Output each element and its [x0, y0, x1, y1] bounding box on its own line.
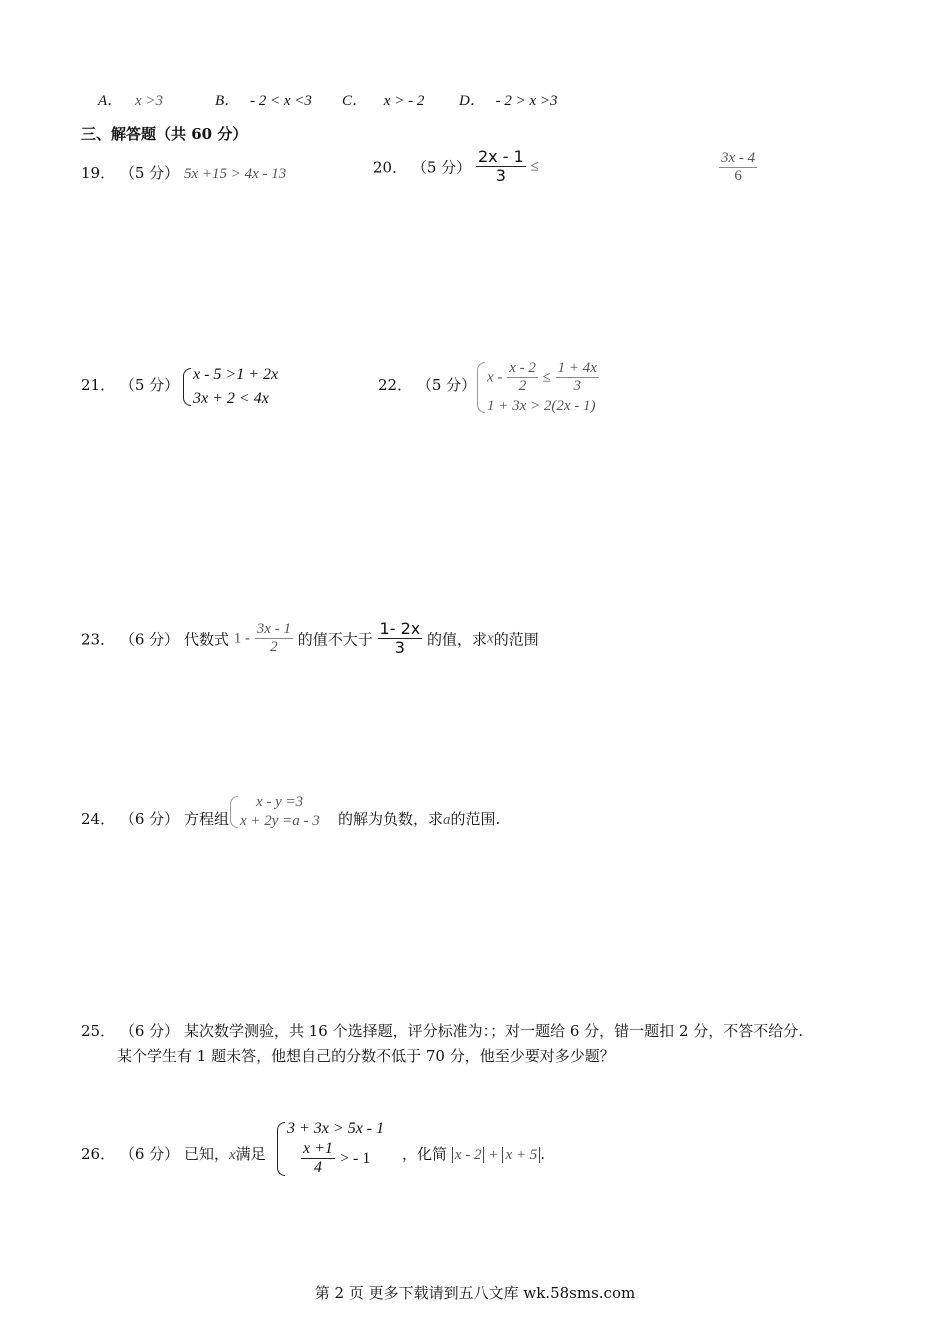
left-brace-icon	[277, 1122, 285, 1176]
q24-text: 的解为负数，求a的范围.	[338, 810, 501, 828]
question-22: 22． （5 分）	[378, 376, 477, 394]
question-25: 25． （6 分） 某次数学测验，共 16 个选择题，评分标准为：；对一题给 6 分，错一题扣 2 分，不答不给分.	[81, 1022, 804, 1040]
option-d: D． - 2 > x >3	[459, 93, 558, 109]
section-title: 三、解答题（共 60 分）	[81, 125, 248, 143]
option-c: C． x > - 2	[342, 93, 425, 109]
page-footer: 第 2 页 更多下载请到五八文库 wk.58sms.com	[314, 1284, 636, 1302]
q26-system: 3 + 3x > 5x - 1 $\frac{x +1}{4}$ > - 1	[277, 1120, 384, 1178]
question-25-line2: 某个学生有 1 题未答，他想自己的分数不低于 70 分，他至少要对多少题？	[117, 1047, 615, 1065]
left-brace-icon	[477, 362, 485, 413]
q20-rhs-fraction: $\frac{3x - 4}{6}$	[721, 150, 756, 185]
question-26: 26． （6 分） 已知，x满足	[81, 1145, 266, 1163]
question-23: 23． （6 分） 代数式 1 - $\frac{3x - 1}{2}$ 的值不大于 $\frac{1- 2x}{3}$ 的值，求x的范围	[81, 619, 539, 658]
q26-text: ，化简 x - 2 + x + 5 .	[402, 1145, 546, 1163]
question-20: 20． （5 分） $\frac{2x - 1}{3}$ ≤	[373, 147, 539, 186]
option-a: A． x >3	[98, 93, 163, 109]
left-brace-icon	[183, 368, 191, 406]
q21-system: x - 5 >1 + 2x 3x + 2 < 4x	[183, 366, 278, 408]
q20-lhs-fraction: $\frac{2x - 1}{3}$	[477, 147, 524, 186]
left-brace-icon	[230, 796, 238, 828]
option-b: B． - 2 < x <3	[215, 93, 312, 109]
q24-system: x - y =3 x + 2y =a - 3	[230, 794, 320, 830]
q22-system: x - $\frac{x - 2}{2}$ ≤ $\frac{1 + 4x}{3}$ 1 + 3x > 2(2x - 1)	[477, 360, 599, 415]
question-19: 19． （5 分） 5x +15 > 4x - 13	[81, 164, 287, 182]
question-21: 21． （5 分）	[81, 376, 180, 394]
question-24: 24． （6 分） 方程组	[81, 810, 229, 828]
